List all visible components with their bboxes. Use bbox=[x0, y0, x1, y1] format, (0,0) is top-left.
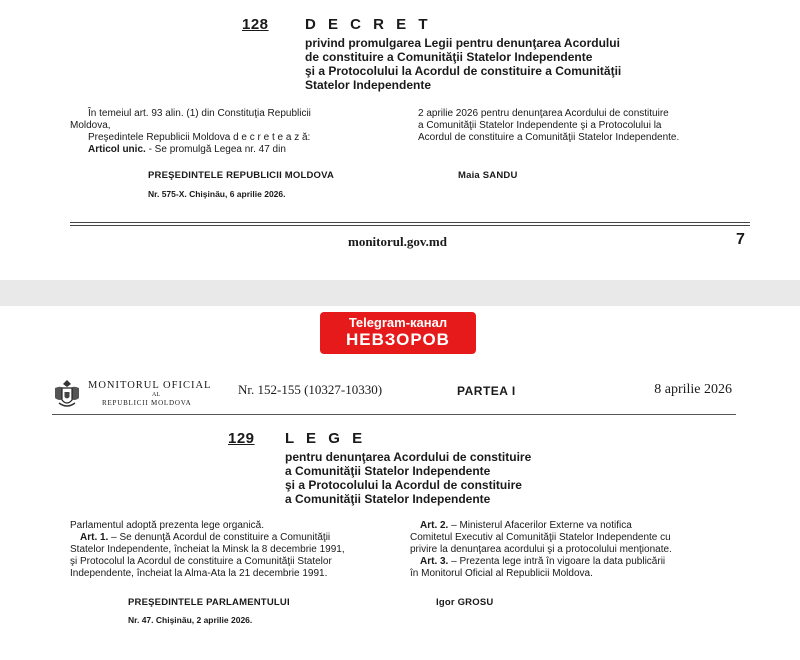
decree-subtitle-line: şi a Protocolului la Acordul de constituire a Comunităţii bbox=[305, 64, 622, 78]
logo-title: MONITORUL OFICIAL bbox=[88, 380, 212, 391]
signature-name: Maia SANDU bbox=[458, 170, 518, 181]
banner-line-2: НЕВЗОРОВ bbox=[346, 330, 450, 349]
section-label: PARTEA I bbox=[457, 384, 516, 398]
law-intro: Parlamentul adoptă prezenta lege organică. bbox=[70, 520, 265, 531]
decree-title: D E C R E T bbox=[305, 16, 432, 33]
article-label: Articol unic. bbox=[88, 144, 146, 155]
article-label: Art. 3. bbox=[420, 556, 449, 567]
article-text: – Ministerul Afacerilor Externe va notifica bbox=[448, 520, 632, 531]
law-subtitle-line: a Comunităţii Statelor Independente bbox=[285, 492, 491, 506]
decree-text-line: a Comunităţii Statelor Independente şi a Protocolului la bbox=[418, 120, 662, 131]
decree-text-line: Acordul de constituire a Comunităţii Statelor Independente. bbox=[418, 132, 680, 143]
header-divider bbox=[52, 414, 736, 415]
article-text: - Se promulgă Legea nr. 47 din bbox=[145, 144, 286, 155]
article-text: Independente, încheiat la Alma-Ata la 21 decembrie 1991. bbox=[70, 568, 328, 579]
decree-subtitle-line: de constituire a Comunităţii Statelor Independente bbox=[305, 50, 593, 64]
law-subtitle bbox=[285, 450, 531, 506]
signature-role: PREŞEDINTELE REPUBLICII MOLDOVA bbox=[148, 170, 335, 181]
footer-page-number: 7 bbox=[736, 231, 745, 248]
decree-subtitle-line: privind promulgarea Legii pentru denunţarea Acordului bbox=[305, 36, 620, 50]
telegram-channel-banner bbox=[320, 312, 476, 354]
article-3 bbox=[410, 556, 740, 568]
decree-number: 128 bbox=[242, 16, 269, 33]
article-1 bbox=[70, 532, 390, 544]
decree-subtitle-line: Statelor Independente bbox=[305, 78, 432, 92]
decree-text-line: În temeiul art. 93 alin. (1) din Constituţia Republicii bbox=[88, 108, 311, 119]
law-left-column bbox=[70, 520, 390, 580]
footer-divider bbox=[70, 225, 750, 226]
law-title: L E G E bbox=[285, 430, 367, 447]
article-text: privire la denunţarea acordului şi a protocolului menţionate. bbox=[410, 544, 672, 555]
logo-connector: AL bbox=[152, 392, 160, 398]
law-reference: Nr. 47. Chişinău, 2 aprilie 2026. bbox=[128, 615, 253, 625]
issue-number: Nr. 152-155 (10327-10330) bbox=[238, 382, 383, 397]
decree-text-line: 2 aprilie 2026 pentru denunţarea Acordului de constituire bbox=[418, 108, 669, 119]
decree-text-line: Preşedintele Republicii Moldova d e c r e t e a z ă: bbox=[88, 132, 311, 143]
article-text: – Se denunţă Acordul de constituire a Comunităţii bbox=[108, 532, 331, 543]
article-text: în Monitorul Oficial al Republicii Moldova. bbox=[410, 568, 593, 579]
law-signature-role: PREŞEDINTELE PARLAMENTULUI bbox=[128, 597, 290, 608]
issue-date: 8 aprilie 2026 bbox=[654, 382, 732, 397]
coat-of-arms-icon bbox=[52, 378, 82, 410]
law-subtitle-line: a Comunităţii Statelor Independente bbox=[285, 464, 491, 478]
law-right-column bbox=[410, 520, 740, 580]
footer-divider bbox=[70, 222, 750, 223]
decree-article bbox=[70, 144, 406, 156]
article-text: şi Protocolul la Acordul de constituire a Comunităţii Statelor bbox=[70, 556, 332, 567]
law-subtitle-line: pentru denunţarea Acordului de constituire bbox=[285, 450, 532, 464]
law-signature-name: Igor GROSU bbox=[436, 597, 494, 608]
article-label: Art. 2. bbox=[420, 520, 449, 531]
decree-left-column bbox=[70, 108, 406, 156]
decree-text-line: Moldova, bbox=[70, 120, 111, 131]
decree-reference: Nr. 575-X. Chişinău, 6 aprilie 2026. bbox=[148, 189, 286, 199]
article-text: Comitetul Executiv al Comunităţii Statelor Independente cu bbox=[410, 532, 671, 543]
article-2 bbox=[410, 520, 740, 532]
publication-header bbox=[52, 376, 736, 412]
article-text: – Prezenta lege intră în vigoare la data publicării bbox=[448, 556, 666, 567]
decree-subtitle bbox=[305, 36, 621, 92]
banner-line-1: Telegram-канал bbox=[348, 315, 448, 330]
logo-subtitle: REPUBLICII MOLDOVA bbox=[102, 399, 192, 407]
law-number: 129 bbox=[228, 430, 255, 447]
article-label: Art. 1. bbox=[80, 532, 109, 543]
article-text: Statelor Independente, încheiat la Minsk la 8 decembrie 1991, bbox=[70, 544, 345, 555]
upper-page bbox=[0, 0, 800, 280]
footer-website: monitorul.gov.md bbox=[348, 234, 447, 249]
decree-right-column bbox=[418, 108, 758, 144]
law-subtitle-line: şi a Protocolului la Acordul de constituire bbox=[285, 478, 522, 492]
